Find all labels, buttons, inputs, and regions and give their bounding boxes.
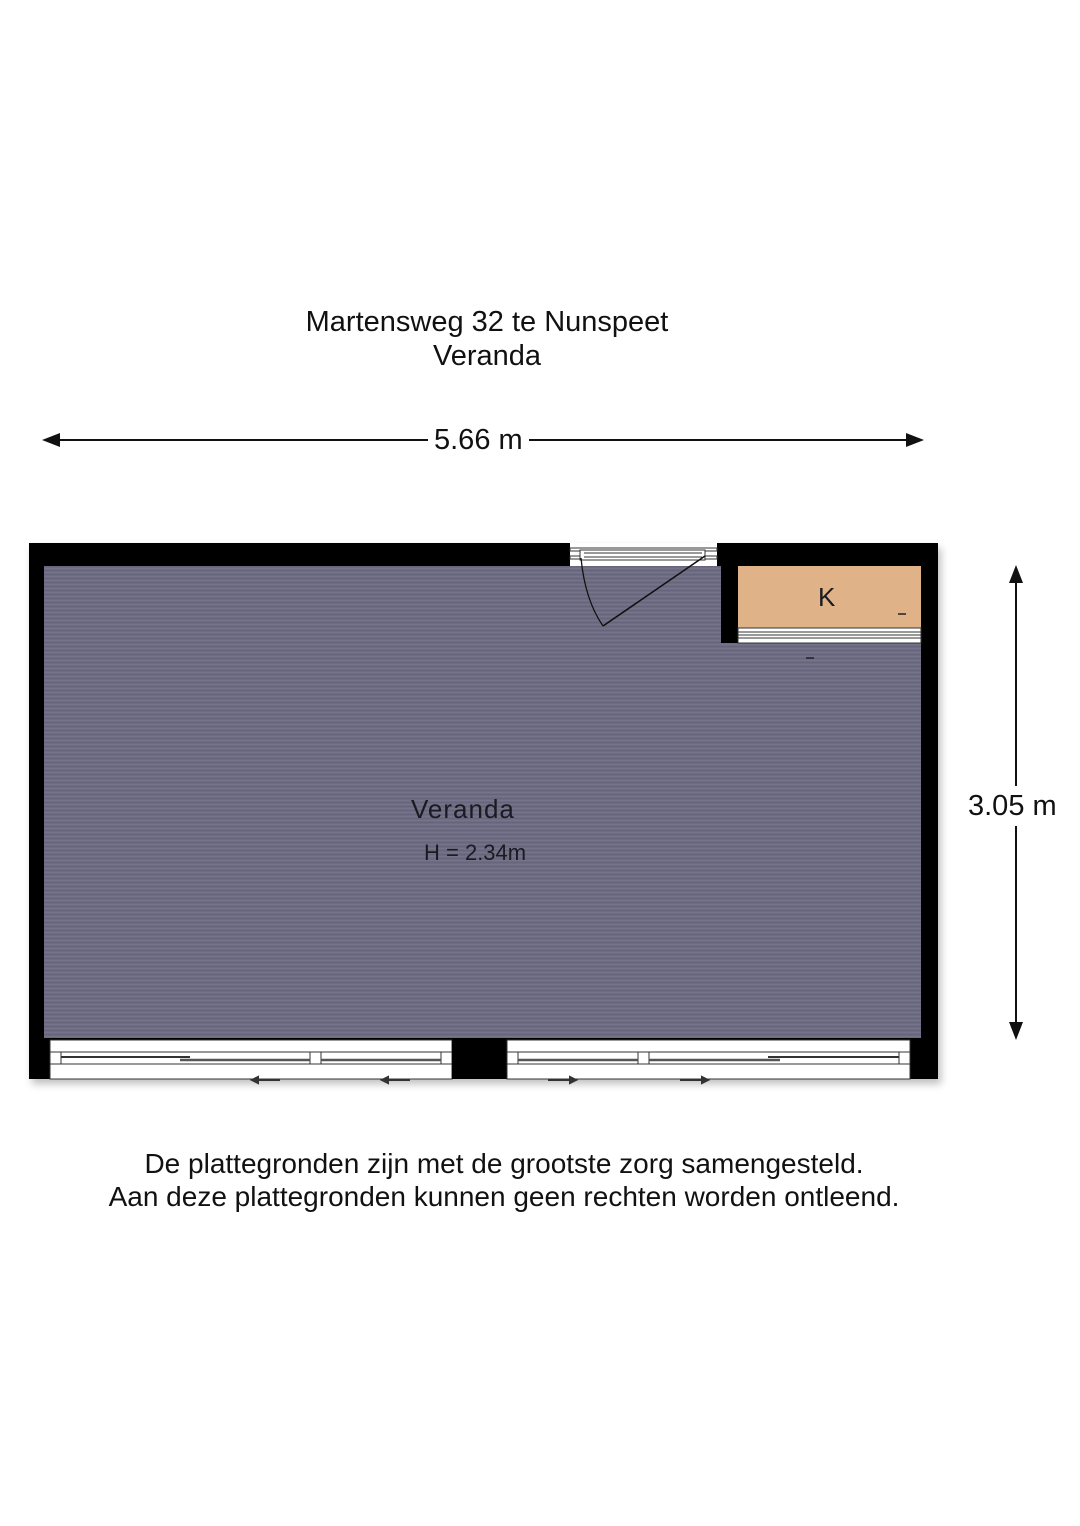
arrow-up-icon bbox=[1009, 565, 1023, 583]
room-label-veranda: Veranda bbox=[411, 794, 515, 824]
floor-title: Veranda bbox=[432, 340, 542, 372]
storage-window bbox=[738, 628, 921, 643]
disclaimer-line-2: Aan deze plattegronden kunnen geen rechten worden ontleend. bbox=[108, 1181, 900, 1212]
arrow-right-icon bbox=[906, 433, 924, 447]
window-bottom-right bbox=[507, 1040, 910, 1079]
arrow-left-icon bbox=[42, 433, 60, 447]
address-title: Martensweg 32 te Nunspeet bbox=[305, 306, 669, 338]
width-dimension-label: 5.66 m bbox=[428, 424, 529, 456]
pillar bbox=[452, 1040, 507, 1079]
disclaimer-line-1: De plattegronden zijn met de grootste zorg samengesteld. bbox=[144, 1148, 864, 1179]
depth-dimension-label: 3.05 m bbox=[966, 786, 1059, 826]
room-height-label: H = 2.34m bbox=[424, 840, 527, 865]
room-label-k: K bbox=[818, 582, 837, 612]
window-bottom-left bbox=[50, 1040, 452, 1079]
arrow-down-icon bbox=[1009, 1022, 1023, 1040]
